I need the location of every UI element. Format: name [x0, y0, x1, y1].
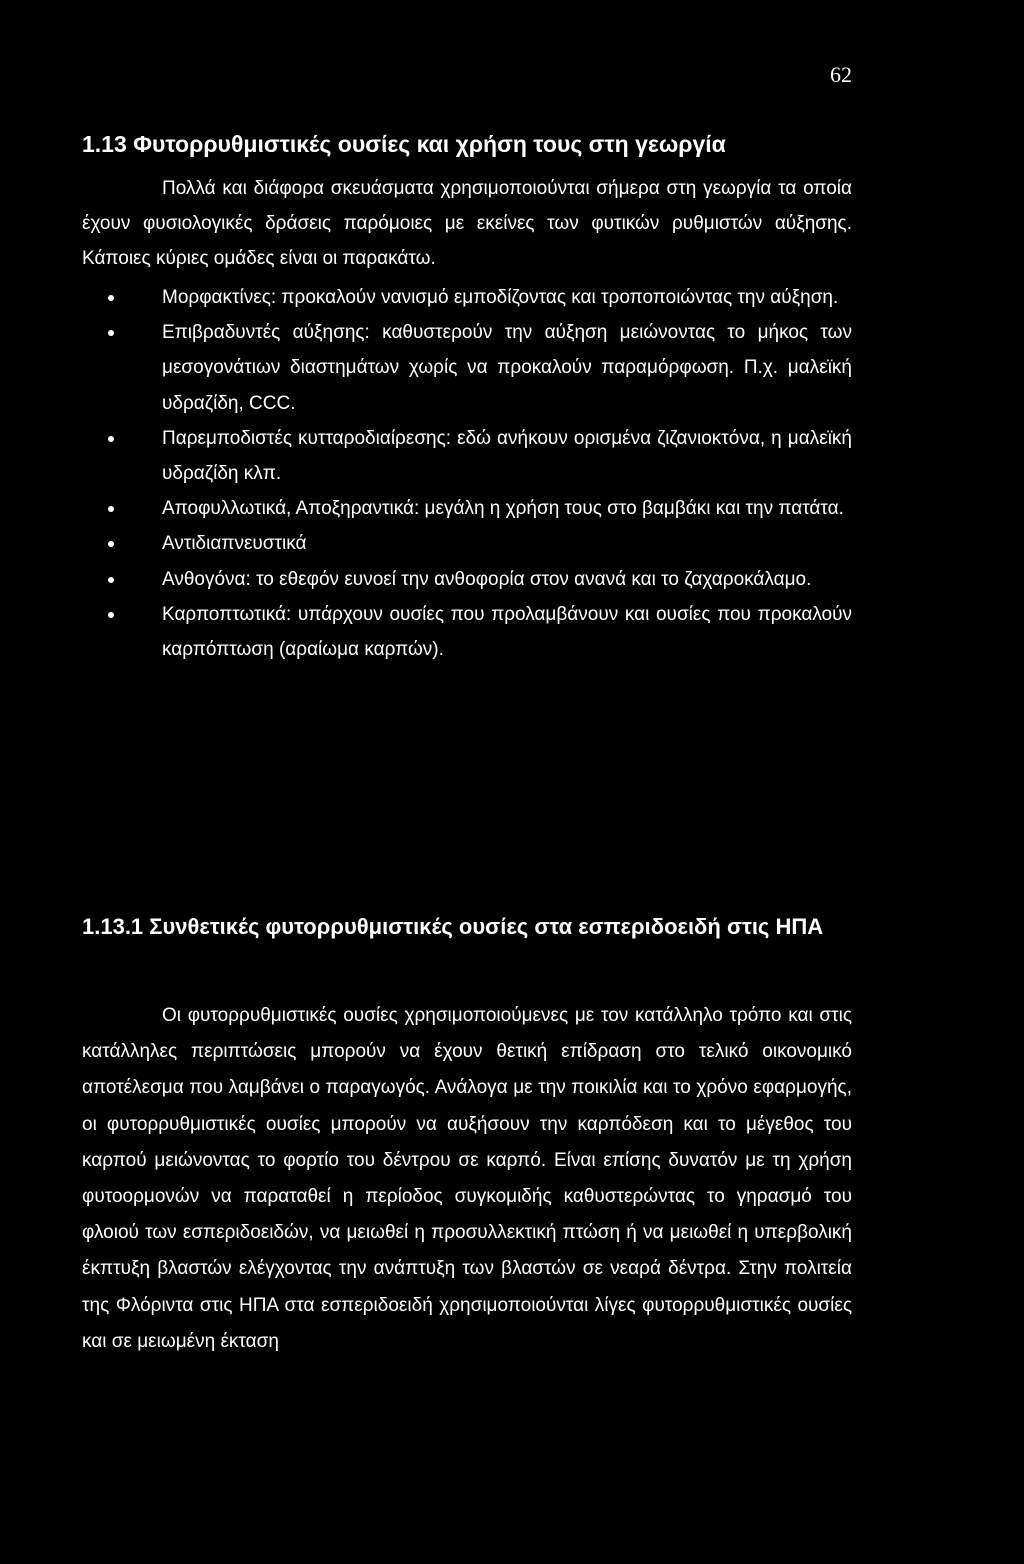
list-item [108, 421, 852, 491]
subsection-heading: 1.13.1 Συνθετικές φυτορρυθμιστικές ουσίες στα εσπεριδοειδή στις ΗΠΑ [82, 914, 824, 939]
bullet-icon [108, 541, 114, 547]
bullet-list [108, 280, 852, 667]
list-item [108, 526, 852, 561]
page-number: 62 [830, 62, 852, 87]
intro-paragraph: Πολλά και διάφορα σκευάσματα χρησιμοποιούνται σήμερα στη γεωργία τα οποία έχουν φυσιολογικές δράσεις παρόμοιες με εκείνες των φυτικών ρυθμιστών αύξησης. Κάποιες κύριες ομάδες είναι οι παρακάτω. [82, 178, 852, 269]
list-item [108, 280, 852, 315]
list-item [108, 315, 852, 421]
list-item-text: Επιβραδυντές αύξησης: καθυστερούν την αύξηση μειώνοντας το μήκος των μεσογονάτιων διαστημάτων χωρίς να προκαλούν παραμόρφωση. Π.χ. μαλεϊκή υδραζίδη, CCC. [162, 322, 852, 414]
bullet-icon [108, 436, 114, 442]
bullet-icon [108, 295, 114, 301]
bullet-icon [108, 612, 114, 618]
list-item-text: Αποφυλλωτικά, Αποξηραντικά: μεγάλη η χρήση τους στο βαμβάκι και την πατάτα. [162, 498, 844, 520]
list-item-text: Παρεμποδιστές κυτταροδιαίρεσης: εδώ ανήκουν ορισμένα ζιζανιοκτόνα, η μαλεϊκή υδραζίδη κλπ. [162, 427, 852, 485]
bullet-icon [108, 330, 114, 336]
list-item-text: Μορφακτίνες: προκαλούν νανισμό εμποδίζοντας και τροποποιώντας την αύξηση. [162, 287, 839, 308]
section-heading: 1.13 Φυτορρυθμιστικές ουσίες και χρήση τους στη γεωργία [82, 131, 726, 157]
bullet-icon [108, 506, 114, 512]
list-item-text: Αντιδιαπνευστικά [162, 533, 307, 555]
bullet-icon [108, 577, 114, 583]
list-item [108, 597, 852, 667]
list-item [108, 491, 852, 526]
list-item-text: Ανθογόνα: το εθεφόν ευνοεί την ανθοφορία στον ανανά και το ζαχαροκάλαμο. [162, 568, 812, 590]
list-item-text: Καρποπτωτικά: υπάρχουν ουσίες που προλαμβάνουν και ουσίες που προκαλούν καρπόπτωση (αραίωμα καρπών). [162, 603, 852, 661]
body-paragraph: Οι φυτορρυθμιστικές ουσίες χρησιμοποιούμενες με τον κατάλληλο τρόπο και στις κατάλληλες περιπτώσεις μπορούν να έχουν θετική επίδραση στο τελικό οικονομικό αποτέλεσμα που λαμβάνει ο παραγωγός. Ανάλογα με την ποικιλία και το χρόνο εφαρμογής, οι φυτορρυθμιστικές ουσίες μπορούν να αυξήσουν την καρπόδεση και το μέγεθος του καρπού μειώνοντας το φορτίο του δέντρου σε καρπό. Είναι επίσης δυνατόν με τη χρήση φυτοορμονών να παραταθεί η περίοδος συγκομιδής καθυστερώντας το γηρασμό του φλοιού των εσπεριδοειδών, να μειωθεί η προσυλλεκτική πτώση ή να μειωθεί η υπερβολική έκπτυξη βλαστών ελέγχοντας την ανάπτυξη των βλαστών σε νεαρά δέντρα. Στην πολιτεία της Φλόριντα στις ΗΠΑ στα εσπεριδοειδή χρησιμοποιούνται λίγες φυτορρυθμιστικές ουσίες και σε μειωμένη έκταση [82, 1005, 852, 1352]
list-item [108, 562, 852, 597]
